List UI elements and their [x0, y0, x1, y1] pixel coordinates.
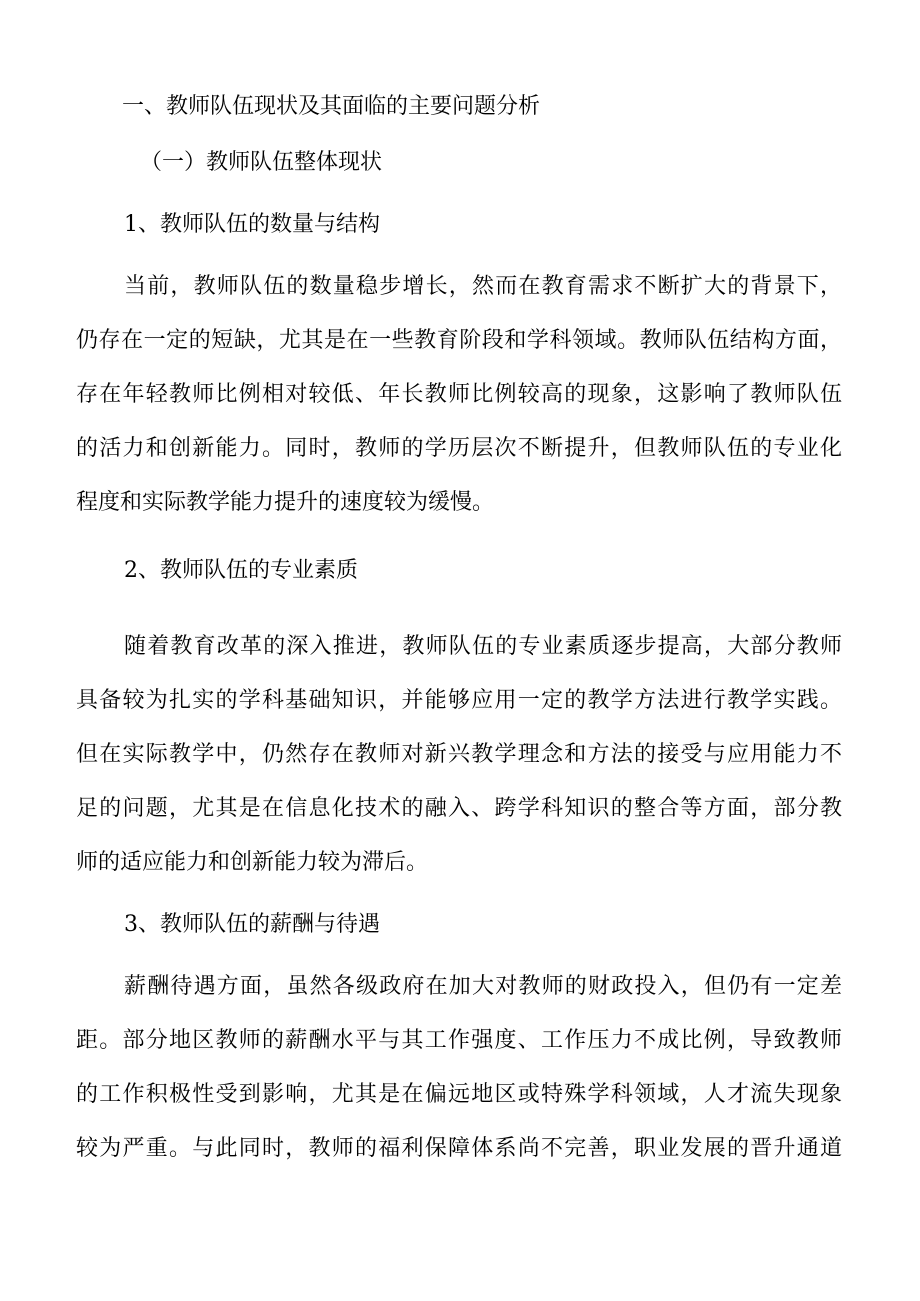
- paragraph-line: 但在实际教学中，仍然存在教师对新兴教学理念和方法的接受与应用能力不: [76, 742, 842, 767]
- section-title: 2、教师队伍的专业素质: [124, 558, 358, 583]
- paragraph-line: 仍存在一定的短缺，尤其是在一些教育阶段和学科领域。教师队伍结构方面，: [76, 328, 842, 353]
- paragraph-line: 具备较为扎实的学科基础知识，并能够应用一定的教学方法进行教学实践。: [76, 688, 842, 713]
- sub-heading: （一）教师队伍整体现状: [140, 150, 383, 175]
- paragraph-line: 较为严重。与此同时，教师的福利保障体系尚不完善，职业发展的晋升通道: [76, 1136, 842, 1161]
- paragraph-line: 程度和实际教学能力提升的速度较为缓慢。: [76, 490, 495, 515]
- paragraph-line: 距。部分地区教师的薪酬水平与其工作强度、工作压力不成比例，导致教师: [76, 1028, 842, 1053]
- main-heading: 一、教师队伍现状及其面临的主要问题分析: [122, 94, 541, 119]
- paragraph-line: 随着教育改革的深入推进，教师队伍的专业素质逐步提高，大部分教师: [124, 634, 842, 659]
- paragraph-line: 的工作积极性受到影响，尤其是在偏远地区或特殊学科领域，人才流失现象: [76, 1082, 842, 1107]
- paragraph-line: 存在年轻教师比例相对较低、年长教师比例较高的现象，这影响了教师队伍: [76, 382, 842, 407]
- section-title: 1、教师队伍的数量与结构: [124, 212, 380, 237]
- section-title: 3、教师队伍的薪酬与待遇: [124, 912, 380, 937]
- paragraph-line: 当前，教师队伍的数量稳步增长，然而在教育需求不断扩大的背景下，: [124, 274, 842, 299]
- paragraph-line: 的活力和创新能力。同时，教师的学历层次不断提升，但教师队伍的专业化: [76, 436, 842, 461]
- paragraph-line: 师的适应能力和创新能力较为滞后。: [76, 850, 429, 875]
- paragraph-line: 薪酬待遇方面，虽然各级政府在加大对教师的财政投入，但仍有一定差: [124, 974, 842, 999]
- paragraph-line: 足的问题，尤其是在信息化技术的融入、跨学科知识的整合等方面，部分教: [76, 796, 842, 821]
